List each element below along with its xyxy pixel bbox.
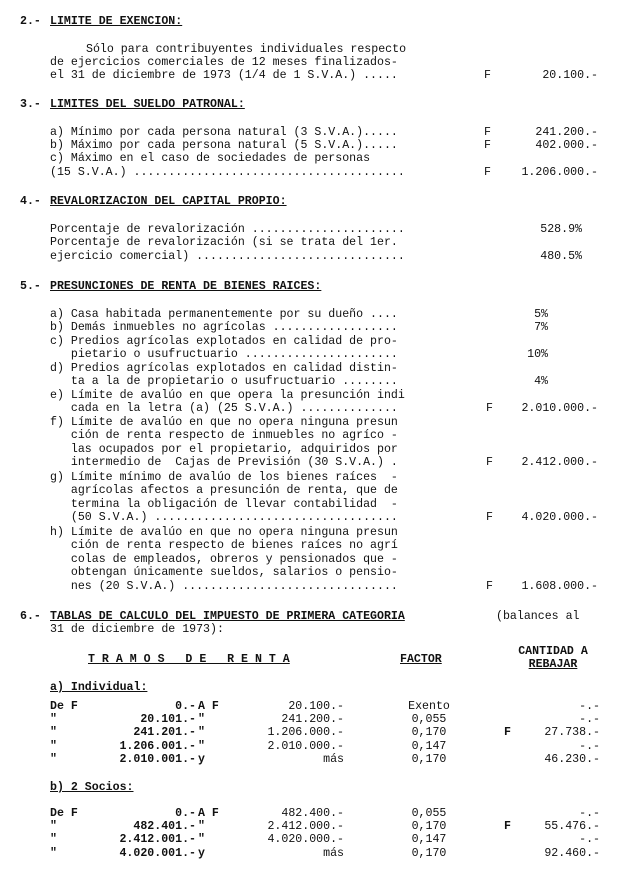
- cell-to: 20.100.-: [288, 700, 344, 713]
- cell-rebajar: -.-: [579, 700, 600, 713]
- section-5-item-a: a) Casa habitada permanentemente por su dueño ....: [50, 308, 398, 321]
- cell-rebajar: 55.476.-: [544, 820, 600, 834]
- cell-pre: ": [50, 820, 57, 834]
- cell-sep: ": [198, 713, 205, 727]
- cell-factor: 0,170: [411, 846, 447, 860]
- section-3-item-a-value: 241.200.-: [535, 126, 598, 139]
- cell-rebajar: -.-: [579, 807, 600, 820]
- table-header-tramos: T R A M O S D E R E N T A: [88, 653, 290, 666]
- section-3-item-b-currency: F: [484, 139, 491, 152]
- cell-factor: 0,170: [411, 752, 447, 766]
- cell-to: más: [323, 752, 344, 766]
- cell-sep: A F: [198, 807, 219, 820]
- section-4-line-3: ejercicio comercial) ..............................: [50, 250, 405, 263]
- cell-from: 0.-: [175, 700, 196, 713]
- cell-from: 4.020.001.-: [119, 846, 196, 860]
- section-5-item-h-value: 1.608.000.-: [521, 580, 598, 593]
- section-5-item-d-value: 4%: [534, 375, 548, 388]
- table-b-label: b) 2 Socios:: [50, 781, 134, 794]
- table-header-factor: FACTOR: [400, 653, 442, 666]
- cell-sep: ": [198, 833, 205, 847]
- section-5-item-g-line-3: termina la obligación de llevar contabilidad -: [50, 498, 398, 511]
- section-5-item-h-line-5: nes (20 S.V.A.) ...............................: [50, 580, 398, 593]
- section-3-title: LIMITES DEL SUELDO PATRONAL:: [50, 98, 245, 111]
- cell-from: 241.201.-: [133, 726, 196, 740]
- section-6-number: 6.-: [20, 610, 41, 623]
- section-5-item-g-line-1: g) Límite mínimo de avalúo de los bienes raíces -: [50, 471, 398, 484]
- section-5-item-g-currency: F: [486, 511, 493, 524]
- section-4-value-1: 528.9%: [540, 223, 582, 236]
- cell-sep: y: [198, 752, 205, 766]
- cell-factor: 0,055: [411, 807, 447, 820]
- section-5-item-a-value: 5%: [534, 308, 548, 321]
- section-5-title: PRESUNCIONES DE RENTA DE BIENES RAICES:: [50, 280, 322, 293]
- cell-to: 1.206.000.-: [267, 726, 344, 740]
- cell-pre: De F: [50, 700, 78, 713]
- cell-factor: 0,170: [411, 726, 447, 740]
- cell-to: más: [323, 846, 344, 860]
- section-3-item-b-value: 402.000.-: [535, 139, 598, 152]
- cell-to: 2.412.000.-: [267, 820, 344, 834]
- cell-sep: ": [198, 739, 205, 753]
- section-3-number: 3.-: [20, 98, 41, 111]
- cell-pre: ": [50, 726, 57, 740]
- section-4-value-2: 480.5%: [540, 250, 582, 263]
- section-5-item-b: b) Demás inmuebles no agrícolas ..................: [50, 321, 398, 334]
- section-2-currency: F: [484, 69, 491, 82]
- section-5-item-e-value: 2.010.000.-: [521, 402, 598, 415]
- section-5-item-f-line-3: las ocupados por el propietario, adquiridos por: [50, 443, 398, 456]
- section-5-item-b-value: 7%: [534, 321, 548, 334]
- cell-factor: Exento: [408, 700, 450, 713]
- cell-rebajar: 92.460.-: [544, 846, 600, 860]
- section-5-item-c-line-1: c) Predios agrícolas explotados en calidad de pro-: [50, 335, 398, 348]
- cell-rebajar: -.-: [579, 713, 600, 727]
- section-2-value: 20.100.-: [542, 69, 598, 82]
- section-5-item-e-currency: F: [486, 402, 493, 415]
- cell-factor: 0,147: [411, 833, 447, 847]
- cell-rebajar: 27.738.-: [544, 726, 600, 740]
- section-2-title: LIMITE DE EXENCION:: [50, 15, 183, 28]
- cell-pre: ": [50, 739, 57, 753]
- cell-cur: F: [504, 726, 511, 740]
- section-6-title-line-2: 31 de diciembre de 1973):: [50, 623, 224, 636]
- cell-rebajar: 46.230.-: [544, 752, 600, 766]
- cell-from: 482.401.-: [133, 820, 196, 834]
- section-3-item-c-line-2: (15 S.V.A.) .......................................: [50, 166, 405, 179]
- section-3-item-c-line-1: c) Máximo en el caso de sociedades de personas: [50, 152, 371, 165]
- cell-rebajar: -.-: [579, 833, 600, 847]
- cell-rebajar: -.-: [579, 739, 600, 753]
- cell-to: 241.200.-: [281, 713, 344, 727]
- section-5-item-g-line-4: (50 S.V.A.) ...................................: [50, 511, 398, 524]
- section-3-item-a: a) Mínimo por cada persona natural (3 S.V.A.).....: [50, 126, 398, 139]
- table-header-rebajar: REBAJAR: [528, 658, 578, 671]
- cell-sep: ": [198, 726, 205, 740]
- section-3-item-b: b) Máximo por cada persona natural (5 S.V.A.).....: [50, 139, 398, 152]
- cell-factor: 0,055: [411, 713, 447, 727]
- section-6-title: TABLAS DE CALCULO DEL IMPUESTO DE PRIMERA CATEGORIA: [50, 610, 405, 623]
- section-3-item-a-currency: F: [484, 126, 491, 139]
- cell-from: 2.412.001.-: [119, 833, 196, 847]
- cell-cur: F: [504, 820, 511, 834]
- section-5-item-f-currency: F: [486, 456, 493, 469]
- section-5-item-h-line-1: h) Límite de avalúo en que no opera ninguna presun: [50, 526, 398, 539]
- section-5-item-f-value: 2.412.000.-: [521, 456, 598, 469]
- section-5-item-d-line-1: d) Predios agrícolas explotados en calidad distin-: [50, 362, 398, 375]
- cell-factor: 0,170: [411, 820, 447, 834]
- section-5-item-g-line-2: agrícolas afectos a presunción de renta, que de: [50, 484, 398, 497]
- cell-to: 4.020.000.-: [267, 833, 344, 847]
- section-5-item-c-line-2: pietario o usufructuario ......................: [50, 348, 398, 361]
- cell-from: 2.010.001.-: [119, 752, 196, 766]
- cell-to: 482.400.-: [281, 807, 344, 820]
- section-4-number: 4.-: [20, 195, 41, 208]
- section-5-item-d-line-2: ta a la de propietario o usufructuario ........: [50, 375, 398, 388]
- table-header-cantidad: CANTIDAD A: [518, 645, 588, 658]
- section-5-item-e-line-1: e) Límite de avalúo en que opera la presunción indi: [50, 389, 405, 402]
- cell-factor: 0,147: [411, 739, 447, 753]
- table-a-label: a) Individual:: [50, 681, 148, 694]
- section-5-item-h-line-3: colas de empleados, obreros y pensionados que -: [50, 553, 398, 566]
- section-5-item-c-value: 10%: [527, 348, 548, 361]
- cell-pre: ": [50, 846, 57, 860]
- section-4-title: REVALORIZACION DEL CAPITAL PROPIO:: [50, 195, 287, 208]
- section-2-line-2: de ejercicios comerciales de 12 meses finalizados-: [50, 56, 398, 69]
- cell-sep: ": [198, 820, 205, 834]
- section-6-title-rest: (balances al: [496, 610, 580, 623]
- section-5-item-g-value: 4.020.000.-: [521, 511, 598, 524]
- section-3-item-c-currency: F: [484, 166, 491, 179]
- cell-from: 0.-: [175, 807, 196, 820]
- section-2-line-1: Sólo para contribuyentes individuales respecto: [86, 43, 407, 56]
- cell-pre: De F: [50, 807, 78, 820]
- section-2-line-3: el 31 de diciembre de 1973 (1/4 de 1 S.V.A.) .....: [50, 69, 398, 82]
- cell-to: 2.010.000.-: [267, 739, 344, 753]
- cell-sep: y: [198, 846, 205, 860]
- cell-from: 20.101.-: [140, 713, 196, 727]
- cell-sep: A F: [198, 700, 219, 713]
- section-4-line-1: Porcentaje de revalorización ......................: [50, 223, 405, 236]
- section-5-item-f-line-2: ción de renta respecto de inmuebles no agríco -: [50, 429, 398, 442]
- cell-pre: ": [50, 752, 57, 766]
- cell-pre: ": [50, 833, 57, 847]
- section-5-number: 5.-: [20, 280, 41, 293]
- section-5-item-f-line-4: intermedio de Cajas de Previsión (30 S.V.A.) .: [50, 456, 398, 469]
- section-5-item-f-line-1: f) Límite de avalúo en que no opera ninguna presun: [50, 416, 398, 429]
- section-4-line-2: Porcentaje de revalorización (si se trata del 1er.: [50, 236, 398, 249]
- section-5-item-h-line-4: obtengan únicamente sueldos, salarios o pensio-: [50, 566, 398, 579]
- cell-pre: ": [50, 713, 57, 727]
- section-5-item-e-line-2: cada en la letra (a) (25 S.V.A.) ..............: [50, 402, 398, 415]
- cell-from: 1.206.001.-: [119, 739, 196, 753]
- section-5-item-h-currency: F: [486, 580, 493, 593]
- section-2-number: 2.-: [20, 15, 41, 28]
- section-5-item-h-line-2: ción de renta respecto de bienes raíces no agrí: [50, 539, 398, 552]
- section-3-item-c-value: 1.206.000.-: [521, 166, 598, 179]
